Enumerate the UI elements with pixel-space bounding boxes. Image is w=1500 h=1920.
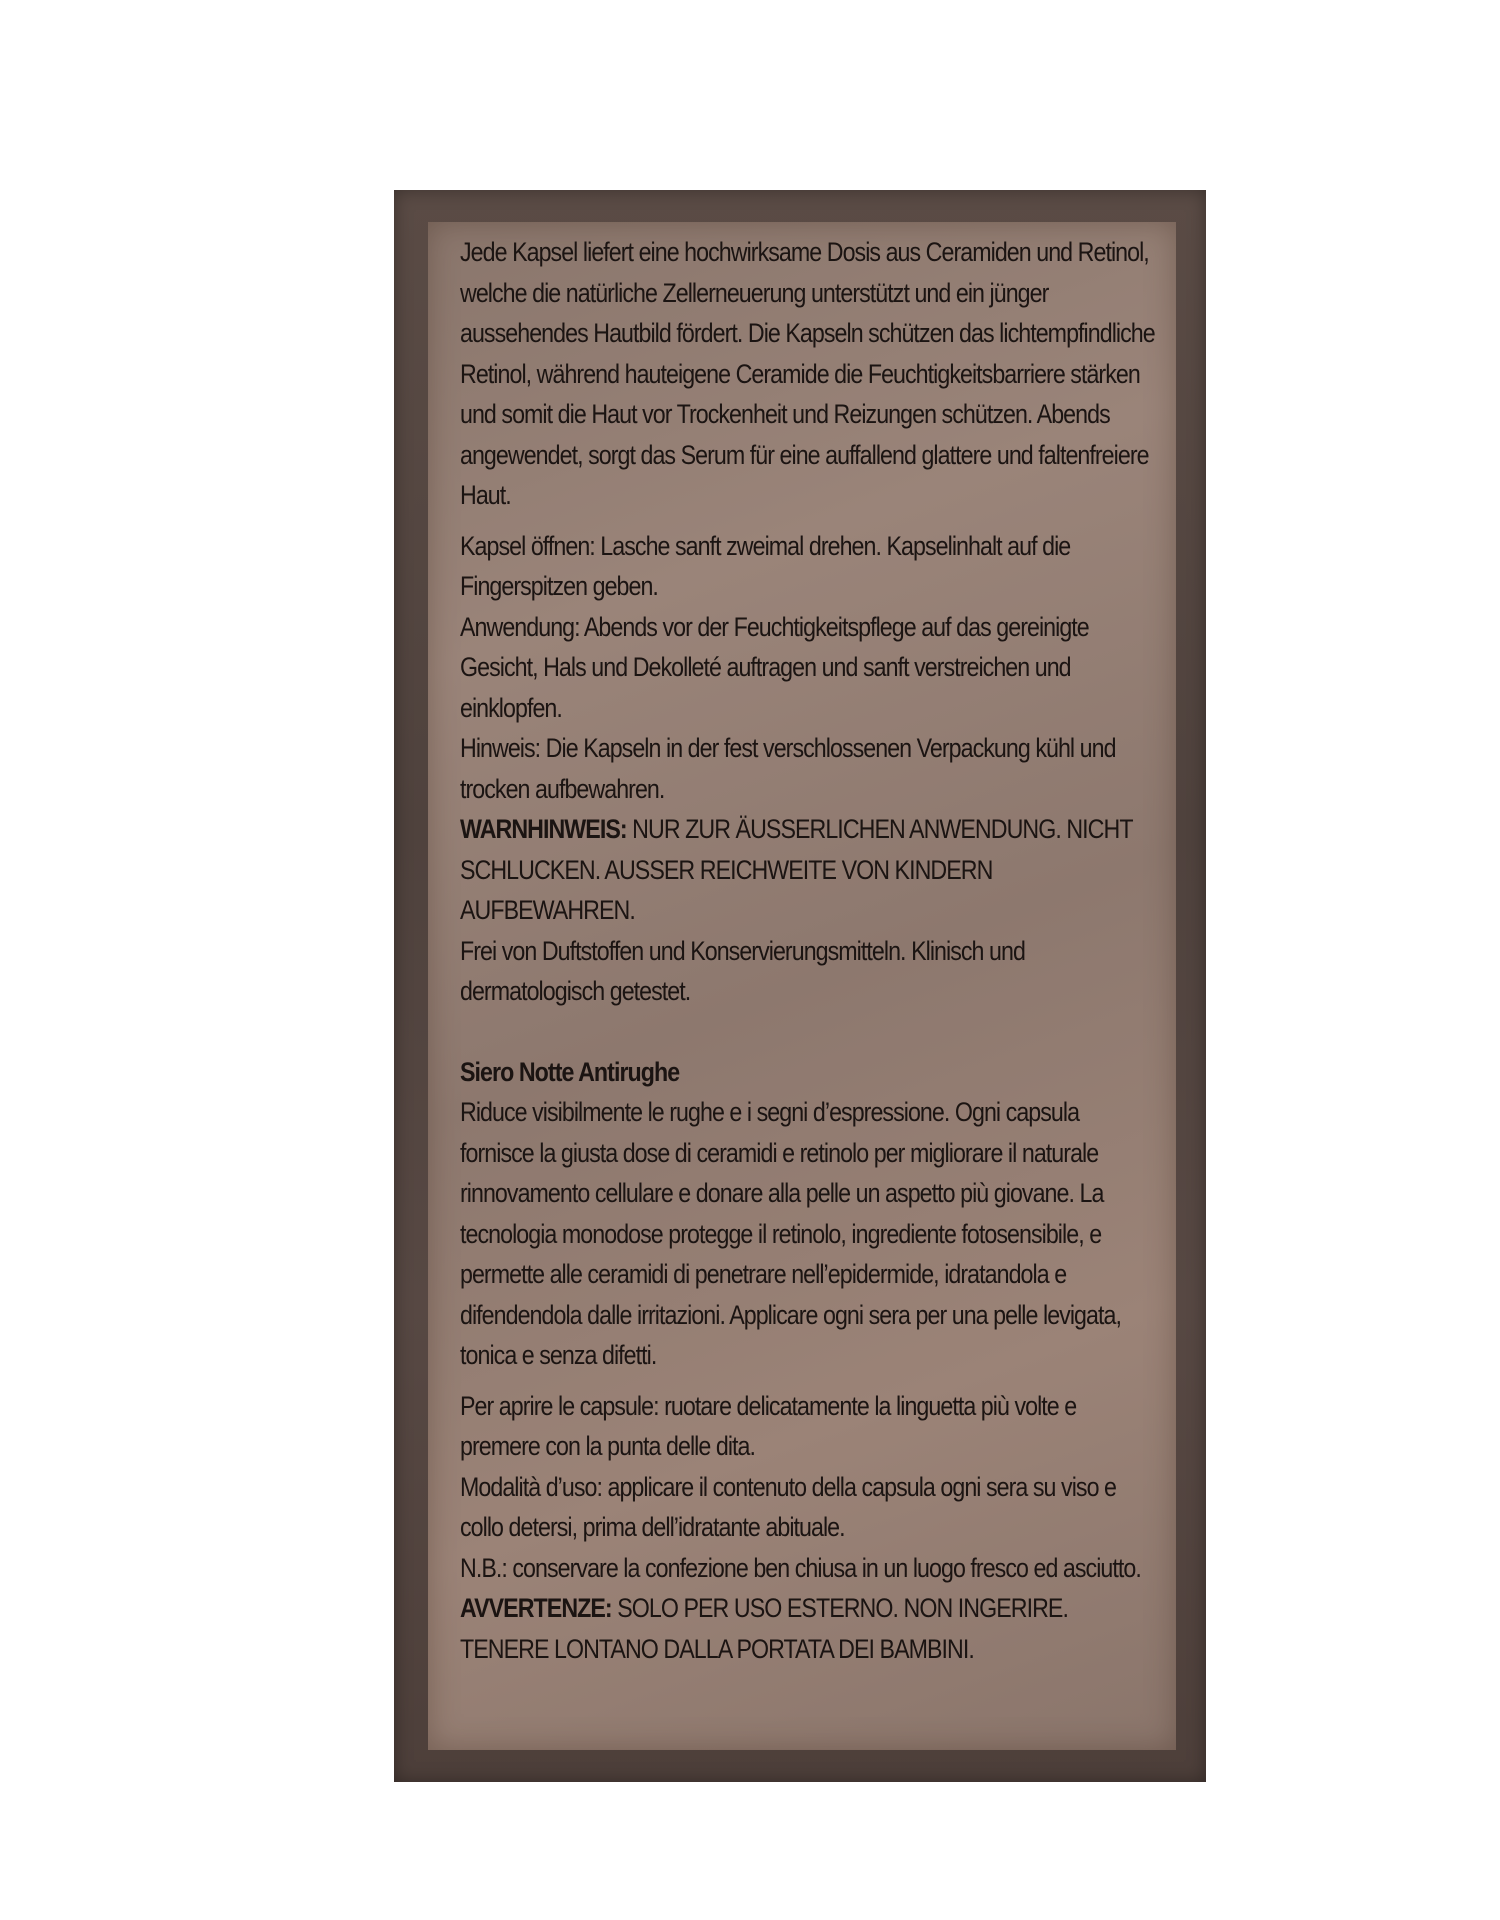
italian-intro: Riduce visibilmente le rughe e i segni d’espressione. Ogni capsula fornisce la giusta dose di ceramidi e retinolo per migliorare il naturale rinnovamento cellulare e donare alla pelle un aspetto più giovane. La tecnologia monodose protegge il retinolo, ingrediente fotosensibile, e permette alle ceramidi di penetrare nell’epidermide, idratandola e difendendola dalle irritazioni. Applicare ogni sera per una pelle levigata, tonica e senza difetti. [460, 1097, 1121, 1370]
german-warning-text: NUR ZUR ÄUSSERLICHEN ANWENDUNG. NICHT SCHLUCKEN. AUSSER REICHWEITE VON KINDERN AUFBEWAHREN. [460, 814, 1133, 925]
german-intro: Jede Kapsel liefert eine hochwirksame Dosis aus Ceramiden und Retinol, welche die natürliche Zellerneuerung unterstützt und ein jünger aussehendes Hautbild fördert. Die Kapseln schützen das lichtempfindliche Retinol, während hauteigene Ceramide die Feuchtigkeitsbarriere stärken und somit die Haut vor Trockenheit und Reizungen schützen. Abends angewendet, sorgt das Serum für eine auffallend glattere und faltenfreiere Haut. [460, 237, 1155, 510]
italian-warning [460, 1588, 1157, 1669]
italian-warning-text: SOLO PER USO ESTERNO. NON INGERIRE. TENERE LONTANO DALLA PORTATA DEI BAMBINI. [460, 1593, 1068, 1664]
italian-note: N.B.: conservare la confezione ben chiusa in un luogo fresco ed asciutto. [460, 1552, 1141, 1583]
german-note: Hinweis: Die Kapseln in der fest verschlossenen Verpackung kühl und trocken aufbewahren. [460, 733, 1116, 804]
italian-title: Siero Notte Antirughe [460, 1056, 680, 1087]
german-warning-label: WARNHINWEIS: [460, 814, 627, 844]
german-warning [460, 809, 1157, 931]
german-usage: Anwendung: Abends vor der Feuchtigkeitspflege auf das gereinigte Gesicht, Hals und Dekolleté auftragen und sanft verstreichen und einklopfen. [460, 611, 1089, 723]
italian-warning-label: AVVERTENZE: [460, 1593, 612, 1623]
italian-open-instructions: Per aprire le capsule: ruotare delicatamente la linguetta più volte e premere con la punta delle dita. [460, 1390, 1077, 1461]
label-text [460, 232, 1155, 1669]
german-free-from: Frei von Duftstoffen und Konservierungsmitteln. Klinisch und dermatologisch getestet. [460, 935, 1025, 1006]
german-open-instructions: Kapsel öffnen: Lasche sanft zweimal drehen. Kapselinhalt auf die Fingerspitzen geben. [460, 530, 1071, 601]
italian-usage: Modalità d’uso: applicare il contenuto della capsula ogni sera su viso e collo detersi, prima dell’idratante abituale. [460, 1471, 1117, 1542]
